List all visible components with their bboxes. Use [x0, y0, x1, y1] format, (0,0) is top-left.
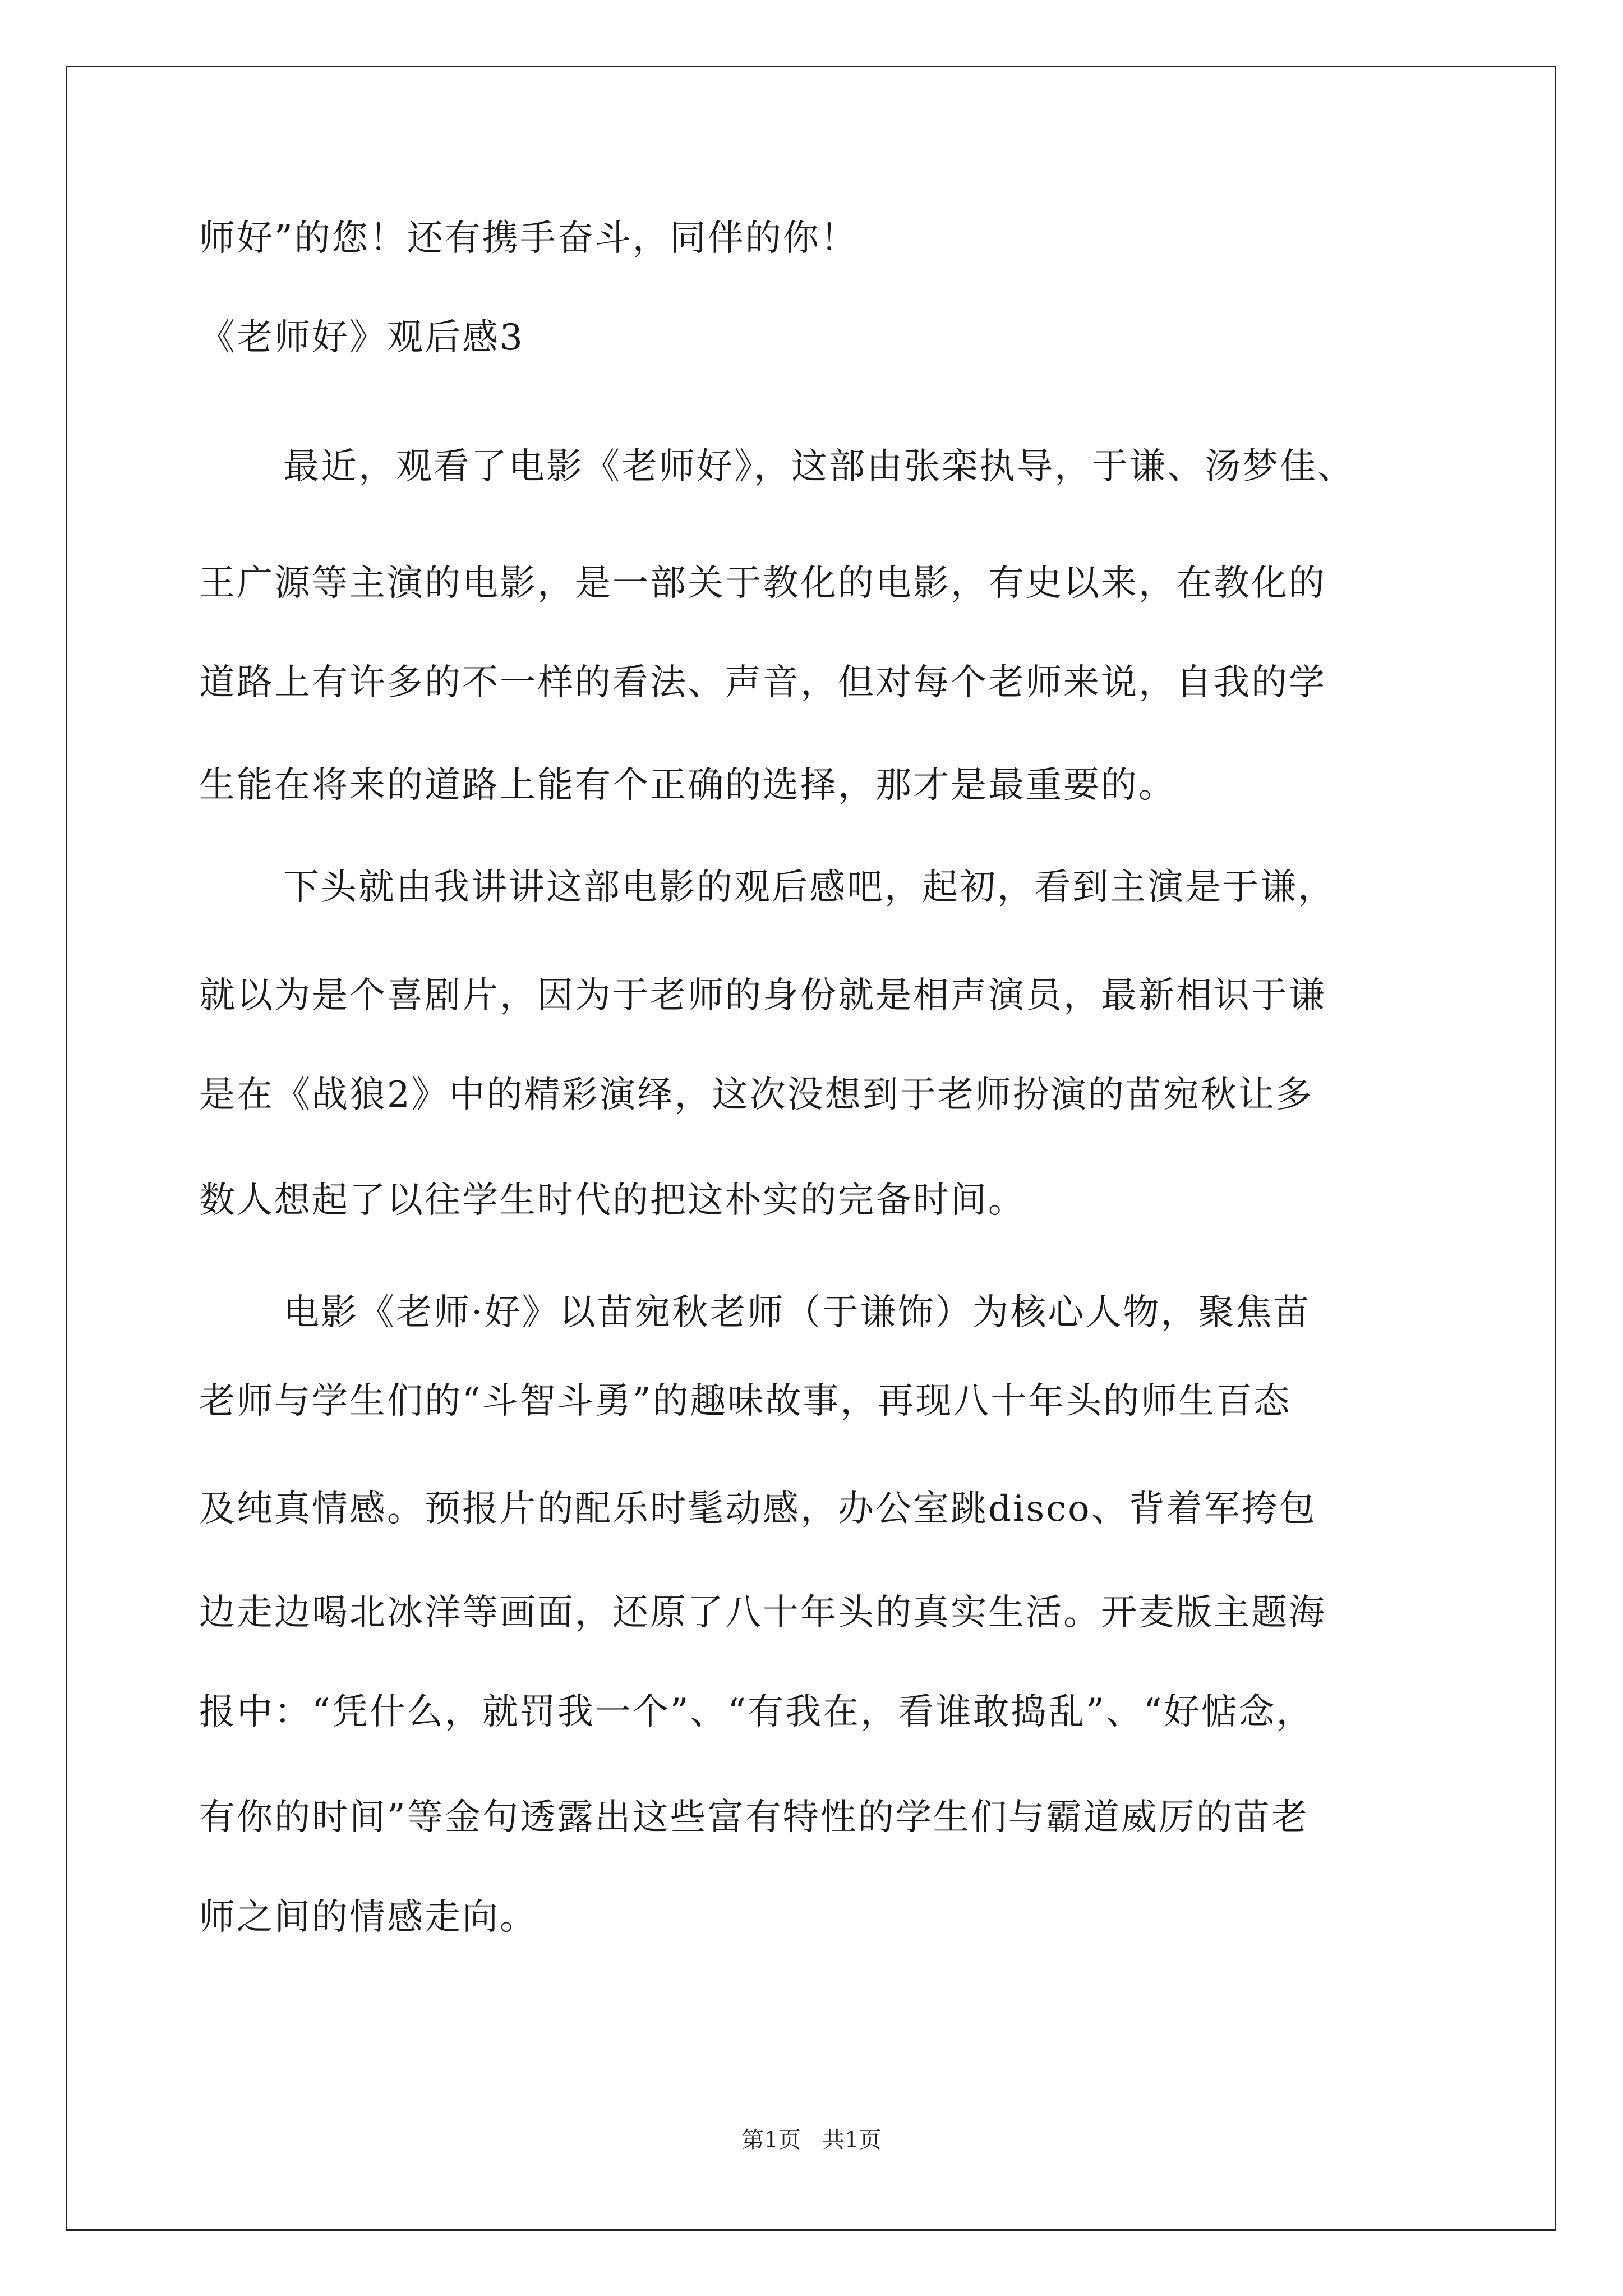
- text-line: 是在《战狼2》中的精彩演绎，这次没想到于老师扮演的苗宛秋让多: [199, 1074, 1313, 1116]
- text-line: 就以为是个喜剧片，因为于老师的身份就是相声演员，最新相识于谦: [199, 975, 1326, 1016]
- text-line: 生能在将来的道路上能有个正确的选择，那才是最重要的。: [199, 765, 1176, 806]
- text-line: 及纯真情感。预报片的配乐时髦动感，办公室跳disco、背着军挎包: [199, 1488, 1317, 1530]
- text-line: 师好”的您！还有携手奋斗，同伴的你！: [199, 218, 858, 259]
- text-line: 下头就由我讲讲这部电影的观后感吧，起初，看到主演是于谦，: [283, 867, 1335, 908]
- text-line: 最近，观看了电影《老师好》，这部由张栾执导，于谦、汤梦佳、: [283, 446, 1355, 487]
- text-line: 王广源等主演的电影，是一部关于教化的电影，有史以来，在教化的: [199, 563, 1326, 604]
- section-title: 《老师好》观后感3: [199, 317, 524, 358]
- text-line: 老师与学生们的“斗智斗勇”的趣味故事，再现八十年头的师生百态: [199, 1381, 1292, 1422]
- text-line: 数人想起了以往学生时代的把这朴实的完备时间。: [199, 1180, 1026, 1221]
- text-line: 师之间的情感走向。: [199, 1897, 537, 1938]
- text-line: 报中：“凭什么，就罚我一个”、“有我在，看谁敢捣乱”、“好惦念，: [199, 1691, 1314, 1733]
- text-line: 有你的时间”等金句透露出这些富有特性的学生们与霸道威厉的苗老: [199, 1797, 1309, 1838]
- page-footer: 第1页 共1页: [741, 2127, 882, 2153]
- text-line: 边走边喝北冰洋等画面，还原了八十年头的真实生活。开麦版主题海: [199, 1592, 1326, 1634]
- text-line: 电影《老师·好》以苗宛秋老师（于谦饰）为核心人物，聚焦苗: [283, 1292, 1311, 1333]
- text-line: 道路上有许多的不一样的看法、声音，但对每个老师来说，自我的学: [199, 662, 1326, 703]
